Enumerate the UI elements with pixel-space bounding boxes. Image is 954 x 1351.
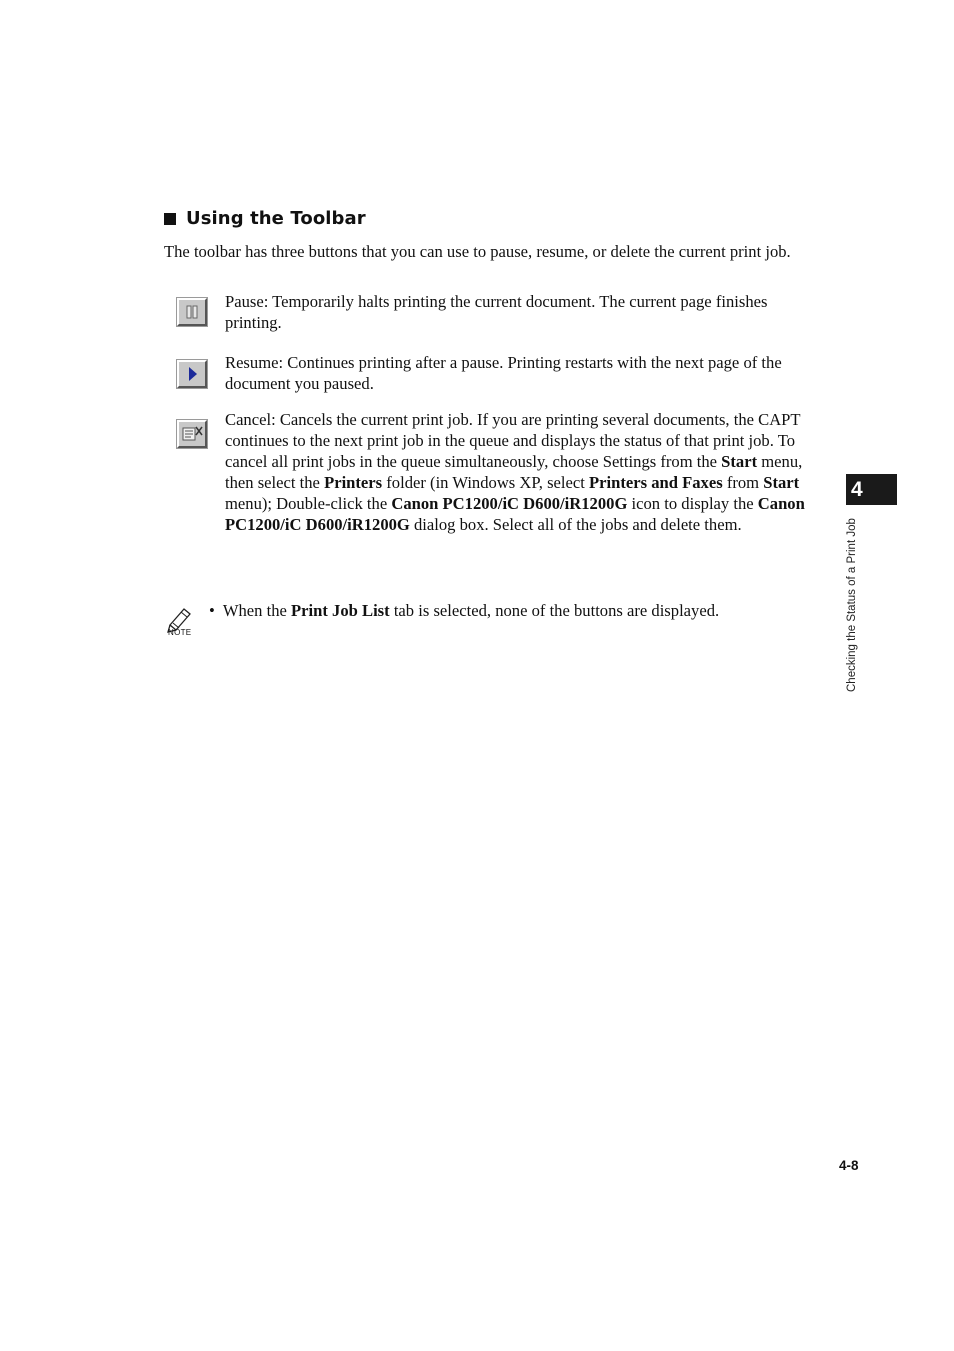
chapter-title-vertical (846, 510, 860, 692)
note-text-pre: When the (222, 601, 292, 620)
print-job-list-term: Print Job List (291, 601, 390, 620)
start-menu-term: Start (721, 452, 758, 471)
printers-and-faxes-term: Printers and Faxes (589, 473, 723, 492)
cancel-text: dialog box. Select all of the jobs and delete them. (409, 515, 742, 534)
section-heading (164, 208, 366, 229)
note-label: NOTE (168, 628, 192, 637)
printers-folder-term: Printers (324, 473, 383, 492)
chapter-number-tab: 4 (846, 474, 897, 505)
start-menu-term: Start (763, 473, 800, 492)
cancel-icon (177, 420, 207, 448)
resume-icon (177, 360, 207, 388)
cancel-text: from (722, 473, 764, 492)
chapter-title-text: Checking the Status of a Print Job (846, 518, 858, 692)
intro-paragraph: The toolbar has three buttons that you can use to pause, resume, or delete the current print job. (164, 242, 791, 261)
cancel-text: menu); Double-click the (225, 494, 392, 513)
note-text (209, 600, 829, 621)
section-heading-text: Using the Toolbar (186, 208, 366, 229)
resume-description: Resume: Continues printing after a pause. Printing restarts with the next page of the document you paused. (225, 353, 782, 393)
cancel-text: folder (in Windows XP, select (382, 473, 590, 492)
note-bullet: • (209, 601, 215, 620)
cancel-text: Cancel: Cancels the current print job. If you are printing several documents, the CAPT continues to the next print job in the queue and displays the status of that print job. To cancel all print jobs in the queue simultaneously, choose Settings from the (225, 410, 801, 471)
square-bullet-icon (164, 213, 176, 225)
pause-description: Pause: Temporarily halts printing the current document. The current page finishes printing. (225, 292, 768, 332)
page-number: 4-8 (839, 1158, 859, 1173)
dialog-name-term: Canon PC1200/iC D600/iR1200G (225, 494, 805, 534)
printer-name-term: Canon PC1200/iC D600/iR1200G (391, 494, 628, 513)
cancel-text: menu, then select the (225, 452, 803, 492)
note-text-post: tab is selected, none of the buttons are displayed. (389, 601, 720, 620)
pause-icon (177, 298, 207, 326)
cancel-description (225, 409, 825, 535)
cancel-text: icon to display the (627, 494, 758, 513)
